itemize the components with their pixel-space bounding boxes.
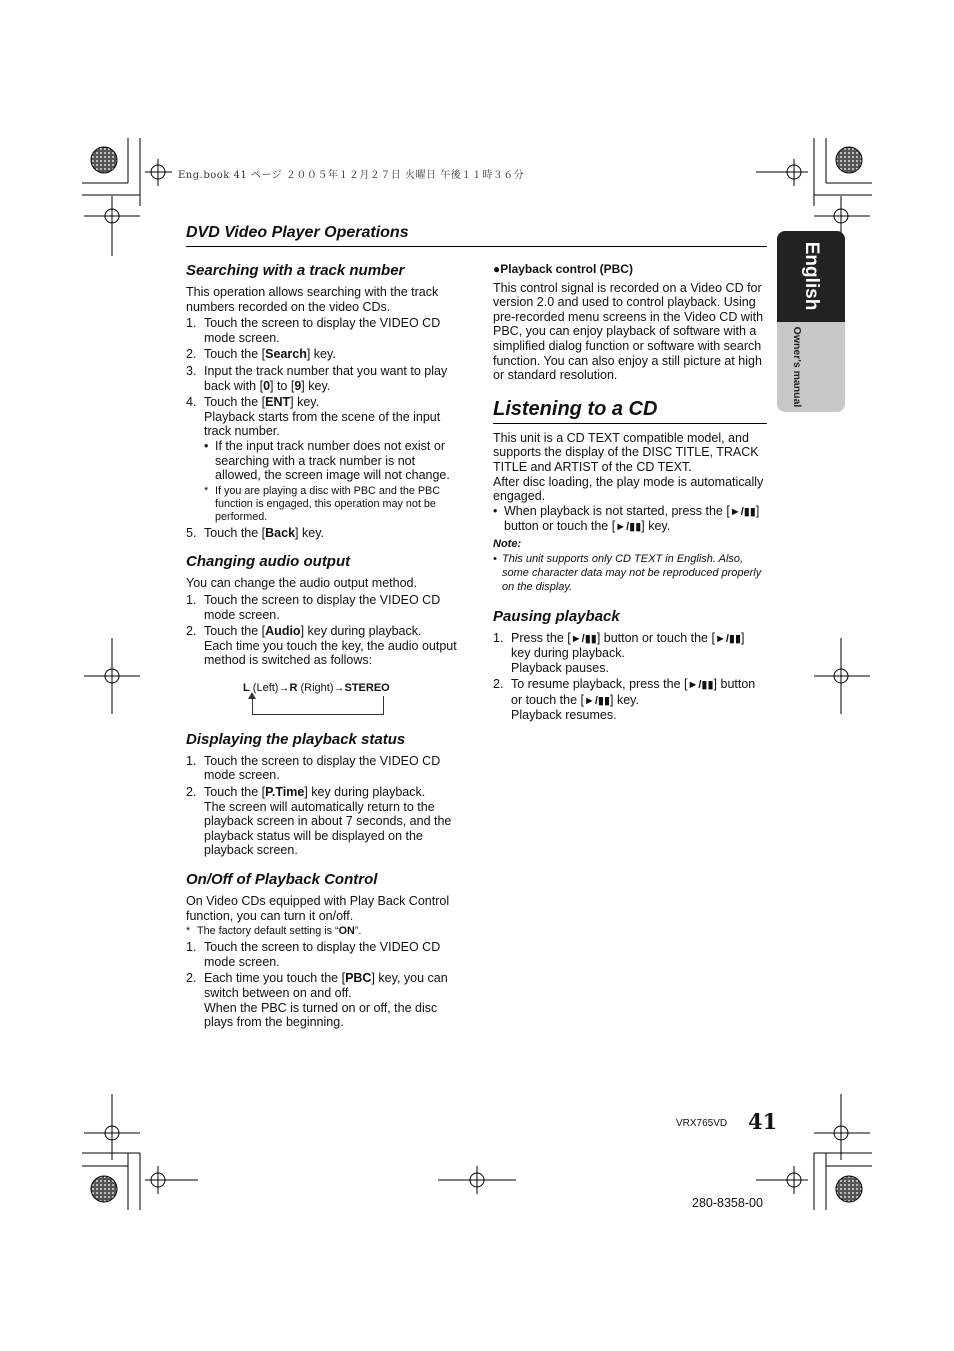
page-number: 41 [748, 1109, 778, 1134]
section-title: DVD Video Player Operations [186, 224, 409, 241]
cycle-text: L (Left)→R (Right)→STEREO [243, 681, 390, 694]
step-item: 1. Touch the screen to display the VIDEO CD mode screen. [186, 592, 441, 622]
section-playback-control [186, 871, 462, 1030]
steps-list [186, 754, 462, 858]
step-item: 1. Touch the screen to display the VIDEO CD mode screen. [186, 940, 441, 969]
play-pause-icon: ►/▮▮ [714, 632, 742, 645]
manual-tab [777, 322, 845, 412]
heading-listening-cd: Listening to a CD [493, 397, 767, 424]
step-item: 4. Touch the [ENT] key. Playback starts from the scene of the input track number. • If the input track number does not exist or searching with a track number is not allowed, the screen image will not change. * If you are playing a disc with PBC and the PBC function is engaged, this operation may not be performed. [186, 395, 462, 524]
right-column [493, 262, 767, 736]
model-number: VRX765VD [676, 1118, 728, 1129]
footnote: * If you are playing a disc with PBC and the PBC function is engaged, this operation may not be performed. [204, 484, 441, 523]
steps-list [493, 631, 767, 724]
audio-output-cycle-diagram [186, 674, 462, 718]
header-rule [186, 246, 767, 247]
section-listening-cd [493, 431, 767, 594]
bullet-item: • When playback is not started, press the [►/▮▮] button or touch the [►/▮▮] key. [493, 503, 760, 534]
language-tab [777, 231, 845, 322]
bullet-list [493, 504, 767, 535]
bullet-item: • If the input track number does not exist or searching with a track number is not allowed, the screen image will not change. [204, 438, 450, 483]
step-item: 3. Input the track number that you want to play back with [0] to [9] key. [186, 363, 448, 393]
part-number: 280-8358-00 [692, 1196, 763, 1210]
pbc-text: This control signal is recorded on a Video CD for version 2.0 and used to control playback. Using pre-recorded menu screens in the Video CD with PBC, you can enjoy playback of software with a simplified dialog function or software with search function. You can also enjoy a still picture at high or standard resolution. [493, 280, 764, 383]
arrow-right-icon: → [333, 681, 345, 694]
step-item: 2. Touch the [P.Time] key during playback. The screen will automatically return to the playback screen in about 7 seconds, and the playback status will be displayed on the playback screen. [186, 785, 452, 858]
step-item: 1. Touch the screen to display the VIDEO CD mode screen. [186, 316, 441, 345]
heading-pausing: Pausing playback [493, 607, 620, 625]
intro-text: You can change the audio output method. [186, 576, 417, 591]
step-item: 1. Press the [►/▮▮] button or touch the [►/▮▮] key during playback. Playback pauses. [493, 630, 745, 675]
note-text: • This unit supports only CD TEXT in English. Also, some character data may not be reproduced properly on the display. [493, 552, 762, 593]
play-pause-icon: ►/▮▮ [729, 505, 756, 518]
section-playback-status [186, 731, 462, 858]
play-pause-icon: ►/▮▮ [687, 679, 714, 692]
intro-text: This operation allows searching with the track numbers recorded on the video CDs. [186, 285, 439, 314]
bullet-circle-icon: ● [493, 262, 501, 276]
section-pausing [493, 608, 767, 724]
step-item: 2. Touch the [Audio] key during playback. Each time you touch the key, the audio output method is switched as follows: [186, 624, 457, 668]
cd-paragraph: After disc loading, the play mode is automatically engaged. [493, 474, 764, 504]
step-item: 2. Touch the [Search] key. [186, 347, 336, 362]
heading-audio-output: Changing audio output [186, 553, 351, 571]
language-tab-label: English [801, 241, 822, 311]
step-item: 2. Each time you touch the [PBC] key, you can switch between on and off. When the PBC is turned on or off, the disc plays from the beginning. [186, 971, 448, 1030]
footnote: * The factory default setting is “ON”. [186, 925, 362, 938]
play-pause-icon: ►/▮▮ [583, 694, 611, 707]
arrow-right-icon: → [278, 681, 290, 694]
heading-playback-control: On/Off of Playback Control [186, 871, 378, 889]
intro-text: On Video CDs equipped with Play Back Control function, you can turn it on/off. [186, 894, 450, 923]
step-item: 5. Touch the [Back] key. [186, 525, 324, 540]
play-pause-icon: ►/▮▮ [615, 521, 642, 534]
step-item: 2. To resume playback, press the [►/▮▮] button or touch the [►/▮▮] key. Playback resumes. [493, 677, 756, 723]
section-pbc [493, 262, 767, 383]
note-label: Note: [493, 537, 522, 550]
section-search-track [186, 262, 462, 540]
manual-tab-label: Owner's manual [791, 326, 803, 408]
heading-playback-status: Displaying the playback status [186, 730, 406, 748]
steps-list [186, 940, 462, 1030]
steps-list [186, 316, 462, 540]
pbc-heading: ●Playback control (PBC) [493, 262, 633, 276]
key-label: Search [265, 347, 307, 362]
play-pause-icon: ►/▮▮ [570, 632, 597, 645]
cd-paragraph: This unit is a CD TEXT compatible model, and supports the display of the DISC TITLE, TRACK TITLE and ARTIST of the CD TEXT. [493, 430, 759, 474]
section-audio-output [186, 553, 462, 718]
arrow-up-icon [248, 692, 256, 699]
bullet-list [204, 439, 462, 483]
steps-list [186, 593, 462, 668]
left-column [186, 262, 462, 1043]
step-item: 1. Touch the screen to display the VIDEO CD mode screen. [186, 753, 441, 783]
heading-search-track: Searching with a track number [186, 262, 405, 279]
print-header: Eng.book 41 ページ ２００５年１２月２７日 火曜日 午後１１時３６分 [178, 170, 525, 181]
